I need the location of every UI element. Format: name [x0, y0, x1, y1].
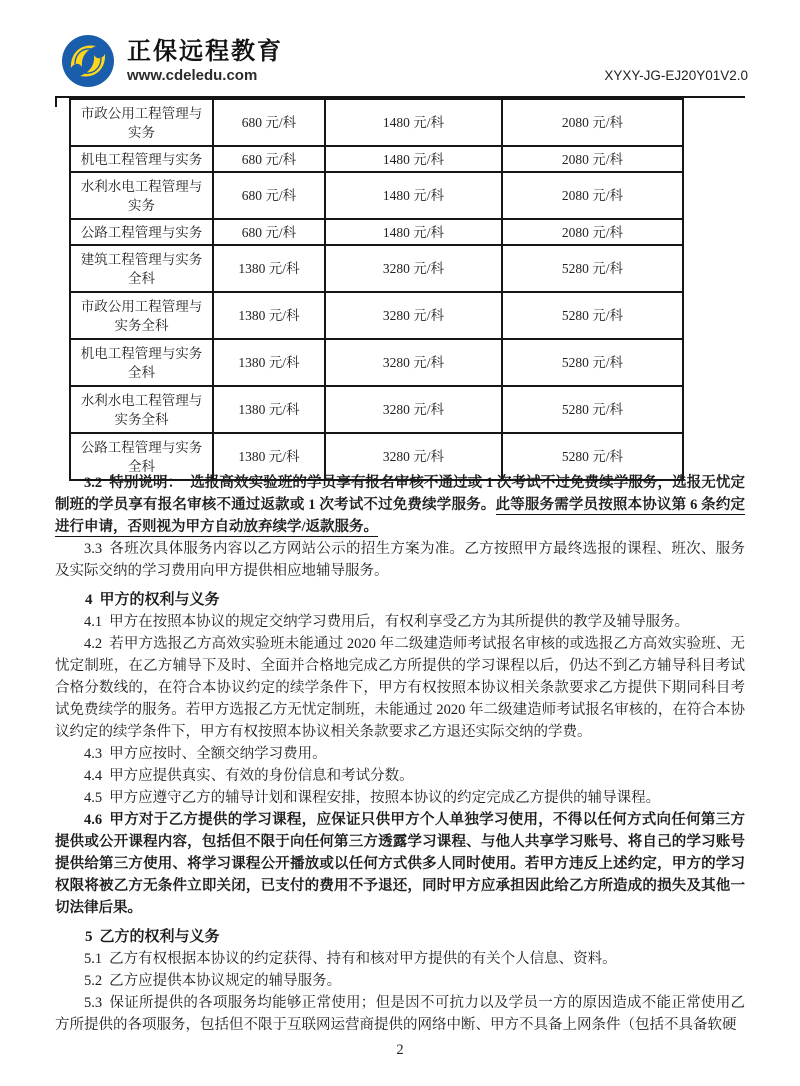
clause-number: 4.1: [84, 614, 103, 630]
section-number: 5: [85, 929, 93, 945]
clause-4-5: [55, 787, 745, 809]
price-cell: 1480 元/科: [325, 219, 502, 245]
price-cell: 680 元/科: [213, 146, 325, 172]
clause-text: 甲方对于乙方提供的学习课程，应保证只供甲方个人单独学习使用，不得以任何方式向任何第三方提供或公开课程内容，包括但不限于向任何第三方透露学习课程、与他人共享学习账号、将自己的学习账号提供给第三方使用、将学习课程公开播放或以任何方式供多人同时使用。若甲方违反上述约定，甲方的学习权限将被乙方无条件立即关闭，已支付的费用不予退还，同时甲方应承担因此给乙方所造成的损失及其他一切法律后果。: [55, 812, 745, 916]
clause-underlined-text: 此等服务需学员按照本协议第 6 条约定进行申请，否则视为甲方自动放弃续学/返款服务。: [55, 497, 746, 535]
clause-text: 若甲方选报乙方高效实验班未能通过 2020 年二级建造师考试报名审核的或选报乙方高效实验班、无忧定制班，在乙方辅导下及时、全面并合格地完成乙方所提供的学习课程以后，仍达不到乙方辅导科目考试合格分数线的，在符合本协议约定的续学条件下，甲方有权按照本协议相关条款要求乙方提供下期同科目考试免费续学的服务。若甲方选报乙方无忧定制班，未能通过 2020 年二级建造师考试报名审核的，在符合本协议约定的续学条件下，甲方有权按照本协议相关条款要求乙方退还实际交纳的学费。: [55, 636, 745, 740]
table-row: [70, 339, 683, 386]
brand-block: [127, 39, 283, 85]
price-cell: 1380 元/科: [213, 386, 325, 433]
header-divider-tick: [55, 96, 57, 107]
clause-text: 各班次具体服务内容以乙方网站公示的招生方案为准。乙方按照甲方最终选报的课程、班次、服务及实际交纳的学习费用向甲方提供相应地辅导服务。: [55, 541, 745, 579]
price-cell: 1480 元/科: [325, 99, 502, 146]
table-row: [70, 219, 683, 245]
price-cell: 3280 元/科: [325, 292, 502, 339]
section-4-heading: [55, 589, 745, 611]
clause-number: 4.5: [84, 790, 103, 806]
contract-body: [55, 472, 745, 1036]
price-cell: 5280 元/科: [502, 386, 683, 433]
course-name-cell: 机电工程管理与实务全科: [70, 339, 213, 386]
course-name-cell: 市政公用工程管理与实务全科: [70, 292, 213, 339]
price-cell: 3280 元/科: [325, 339, 502, 386]
price-cell: 680 元/科: [213, 99, 325, 146]
swirl-globe-icon: [61, 34, 115, 88]
brand-logo: [61, 34, 115, 88]
section-5-heading: [55, 926, 745, 948]
page-footer: [0, 1042, 800, 1059]
brand-name: 正保远程教育: [127, 38, 283, 65]
clause-4-1: [55, 611, 745, 633]
price-cell: 1480 元/科: [325, 172, 502, 219]
course-name-cell: 机电工程管理与实务: [70, 146, 213, 172]
table-row: [70, 172, 683, 219]
price-cell: 3280 元/科: [325, 433, 502, 480]
course-name-cell: 水利水电工程管理与实务全科: [70, 386, 213, 433]
brand-site-url: www.cdeledu.com: [127, 67, 258, 84]
price-cell: 1380 元/科: [213, 433, 325, 480]
price-cell: 2080 元/科: [502, 219, 683, 245]
price-cell: 5280 元/科: [502, 433, 683, 480]
clause-number: 4.6: [84, 812, 103, 828]
price-cell: 680 元/科: [213, 219, 325, 245]
price-cell: 5280 元/科: [502, 245, 683, 292]
price-cell: 3280 元/科: [325, 245, 502, 292]
price-cell: 2080 元/科: [502, 146, 683, 172]
clause-text: 甲方应按时、全额交纳学习费用。: [109, 746, 327, 762]
table-row: [70, 245, 683, 292]
price-table: [69, 98, 684, 481]
price-cell: 680 元/科: [213, 172, 325, 219]
price-cell: 1380 元/科: [213, 292, 325, 339]
clause-4-2: [55, 633, 745, 743]
clause-4-3: [55, 743, 745, 765]
clause-label: 特别说明：: [109, 475, 183, 491]
table-row: [70, 99, 683, 146]
table-row: [70, 146, 683, 172]
document-code: XYXY-JG-EJ20Y01V2.0: [604, 68, 748, 83]
clause-5-2: [55, 970, 745, 992]
price-cell: 5280 元/科: [502, 292, 683, 339]
course-name-cell: 公路工程管理与实务全科: [70, 433, 213, 480]
price-cell: 5280 元/科: [502, 339, 683, 386]
price-cell: 1480 元/科: [325, 146, 502, 172]
clause-number: 4.4: [84, 768, 103, 784]
clause-3-2: [55, 472, 745, 538]
section-number: 4: [85, 592, 93, 608]
clause-text: 保证所提供的各项服务均能够正常使用；但是因不可抗力以及学员一方的原因造成不能正常使用乙方所提供的各项服务，包括但不限于互联网运营商提供的网络中断、甲方不具备上网条件（包括不具备软硬: [55, 995, 745, 1033]
clause-number: 5.3: [84, 995, 103, 1011]
course-name-cell: 市政公用工程管理与实务: [70, 99, 213, 146]
clause-text: 乙方有权根据本协议的约定获得、持有和核对甲方提供的有关个人信息、资料。: [109, 951, 617, 967]
clause-4-4: [55, 765, 745, 787]
course-name-cell: 建筑工程管理与实务全科: [70, 245, 213, 292]
clause-number: 3.2: [84, 475, 103, 491]
clause-5-3: [55, 992, 745, 1036]
price-cell: 2080 元/科: [502, 172, 683, 219]
clause-text: 甲方应遵守乙方的辅导计划和课程安排，按照本协议的约定完成乙方提供的辅导课程。: [109, 790, 661, 806]
price-cell: 3280 元/科: [325, 386, 502, 433]
price-cell: 2080 元/科: [502, 99, 683, 146]
section-title: 乙方的权利与义务: [99, 929, 220, 945]
clause-number: 5.2: [84, 973, 103, 989]
section-title: 甲方的权利与义务: [99, 592, 220, 608]
price-cell: 1380 元/科: [213, 245, 325, 292]
clause-5-1: [55, 948, 745, 970]
course-name-cell: 水利水电工程管理与实务: [70, 172, 213, 219]
clause-3-3: [55, 538, 745, 582]
table-row: [70, 386, 683, 433]
page-number: 2: [396, 1042, 404, 1058]
clause-text: 甲方应提供真实、有效的身份信息和考试分数。: [109, 768, 414, 784]
clause-number: 5.1: [84, 951, 103, 967]
table-row: [70, 292, 683, 339]
clause-number: 3.3: [84, 541, 103, 557]
clause-text: 乙方应提供本协议规定的辅导服务。: [109, 973, 342, 989]
clause-text: 选报高效实验班的学员享有报名审核不通过或 1 次考试不过免费续学服务，选报无忧定制班的学员享有报名审核不通过返款或 1 次考试不过免费续学服务。: [55, 475, 746, 513]
price-cell: 1380 元/科: [213, 339, 325, 386]
clause-number: 4.2: [84, 636, 103, 652]
clause-4-6: [55, 809, 745, 919]
clause-text: 甲方在按照本协议的规定交纳学习费用后，有权利享受乙方为其所提供的教学及辅导服务。: [109, 614, 690, 630]
clause-number: 4.3: [84, 746, 103, 762]
course-name-cell: 公路工程管理与实务: [70, 219, 213, 245]
